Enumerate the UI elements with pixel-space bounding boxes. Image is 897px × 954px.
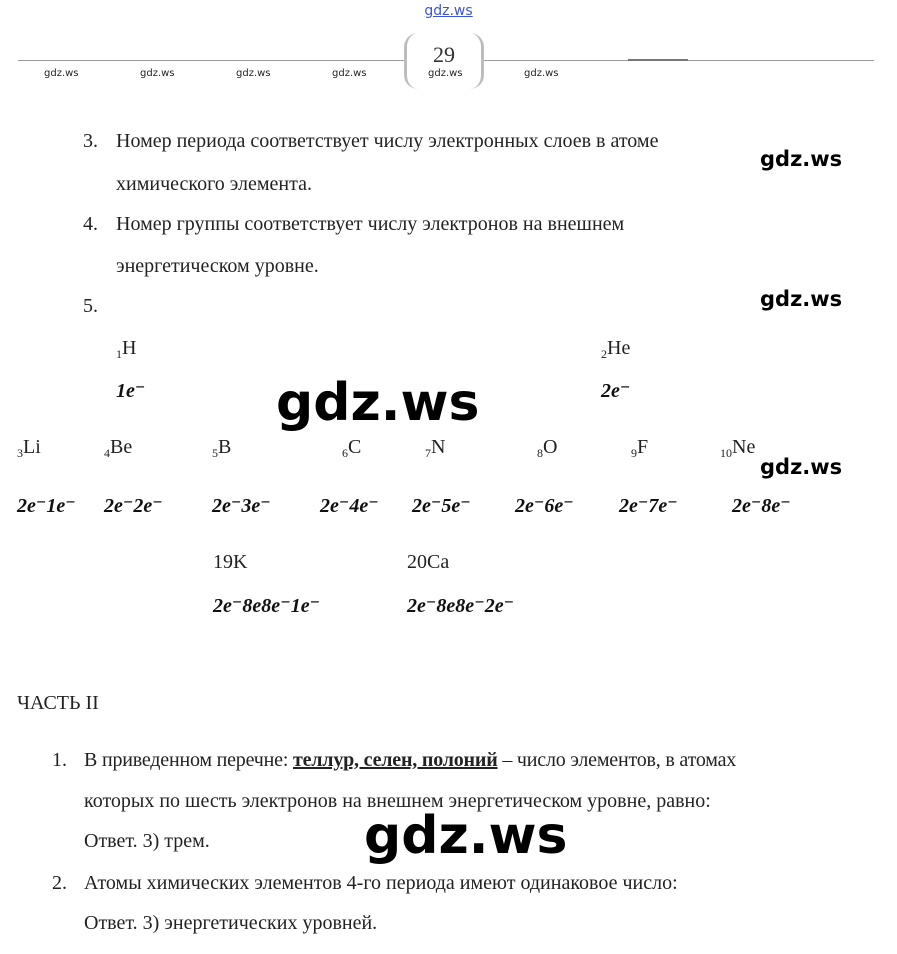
question-1-line2: которых по шесть электронов на внешнем энергетическом уровне, равно: [84,790,711,812]
element-h-symbol: $_1$H [116,337,137,361]
question-2-answer: Ответ. 3) энергетических уровней. [84,912,378,934]
element-c-symbol: $_6$C [342,436,362,460]
element-li-config: 2e⁻1e⁻ [17,495,76,517]
question-1-line1: В приведенном перечне: теллур, селен, полоний – число элементов, в атомах [84,749,737,771]
element-be-symbol: $_4$Be [104,436,133,460]
item-4-number: 4. [83,213,98,235]
element-o-symbol: $_8$O [537,436,558,460]
small-watermark: gdz.ws [524,68,559,79]
element-k-symbol: 19K [213,551,248,573]
watermark-side: gdz.ws [760,455,843,479]
watermark-side: gdz.ws [760,287,843,311]
element-b-config: 2e⁻3e⁻ [212,495,271,517]
item-5-number: 5. [83,295,98,317]
page-number: 29 [433,42,455,67]
item-3-text-line2: химического элемента. [116,173,312,195]
element-ca-config: 2e⁻8e8e⁻2e⁻ [407,595,515,617]
element-he-symbol: $_2$He [601,337,631,361]
element-f-symbol: $_9$F [631,436,649,460]
watermark-large: gdz.ws [276,373,480,433]
header-rule-accent [628,59,688,61]
watermark-side: gdz.ws [760,147,843,171]
item-3-number: 3. [83,130,98,152]
question-1-number: 1. [52,749,67,771]
small-watermark: gdz.ws [236,68,271,79]
question-2-line1: Атомы химических элементов 4-го периода имеют одинаковое число: [84,872,678,894]
element-he-config: 2e⁻ [601,380,631,402]
small-watermark: gdz.ws [44,68,79,79]
item-3-text-line1: Номер периода соответствует числу электронных слоев в атоме [116,130,659,152]
element-k-config: 2e⁻8e8e⁻1e⁻ [213,595,321,617]
small-watermark: gdz.ws [140,68,175,79]
part-2-heading: ЧАСТЬ II [17,692,99,714]
element-n-symbol: $_7$N [425,436,446,460]
watermark-large: gdz.ws [364,806,568,866]
question-1-elements-list: теллур, селен, полоний [292,749,498,771]
element-ne-symbol: $_{10}$Ne [720,436,756,460]
element-li-symbol: $_3$Li [17,436,41,460]
question-1-answer: Ответ. 3) трем. [84,830,210,852]
element-h-config: 1e⁻ [116,380,146,402]
question-2-number: 2. [52,872,67,894]
element-c-config: 2e⁻4e⁻ [320,495,379,517]
element-be-config: 2e⁻2e⁻ [104,495,163,517]
element-ca-symbol: 20Ca [407,551,450,573]
element-b-symbol: $_5$B [212,436,232,460]
element-ne-config: 2e⁻8e⁻ [732,495,791,517]
element-o-config: 2e⁻6e⁻ [515,495,574,517]
item-4-text-line2: энергетическом уровне. [116,255,319,277]
element-n-config: 2e⁻5e⁻ [412,495,471,517]
item-4-text-line1: Номер группы соответствует числу электронов на внешнем [116,213,625,235]
element-f-config: 2e⁻7e⁻ [619,495,678,517]
top-watermark-link[interactable]: gdz.ws [424,3,473,19]
small-watermark: gdz.ws [332,68,367,79]
small-watermark: gdz.ws [428,68,463,79]
